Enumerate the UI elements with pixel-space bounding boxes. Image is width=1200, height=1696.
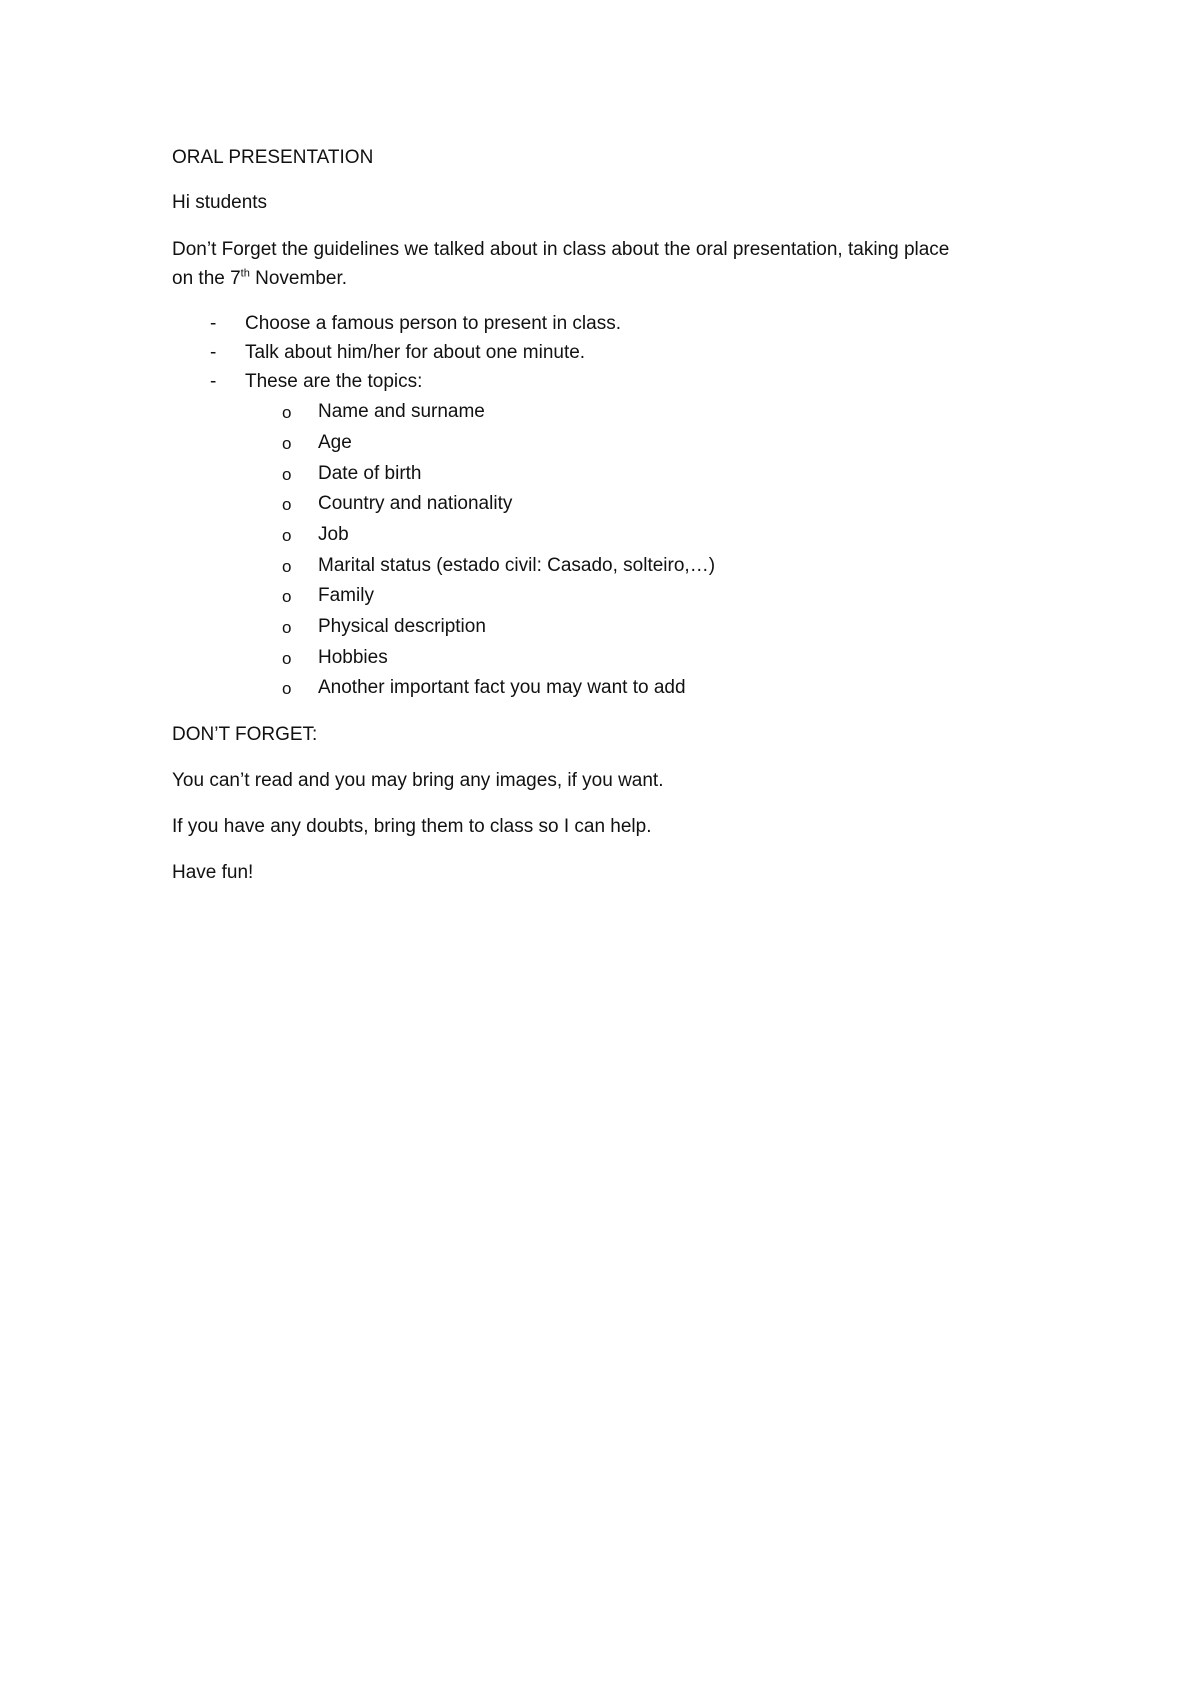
topic-item: Physical description xyxy=(318,616,486,637)
topic-item: Age xyxy=(318,432,352,453)
bullet-item: Choose a famous person to present in class. xyxy=(245,313,621,334)
topic-item: Job xyxy=(318,524,349,545)
topic-item: Hobbies xyxy=(318,647,388,668)
topic-item: Name and surname xyxy=(318,401,485,422)
dash-bullet-marker: - xyxy=(210,371,217,392)
intro-line-1: Don’t Forget the guidelines we talked about in class about the oral presentation, taking place xyxy=(172,239,950,260)
intro-line-2 xyxy=(172,267,347,291)
sub-bullet-marker: o xyxy=(282,495,292,514)
reminder-line-1: You can’t read and you may bring any images, if you want. xyxy=(172,770,664,791)
sub-bullet-marker: o xyxy=(282,649,292,668)
bullet-item: These are the topics: xyxy=(245,371,423,392)
document-title: ORAL PRESENTATION xyxy=(172,147,374,168)
sub-bullet-marker: o xyxy=(282,587,292,606)
sub-bullet-marker: o xyxy=(282,526,292,545)
closing-line: Have fun! xyxy=(172,862,254,883)
dash-bullet-marker: - xyxy=(210,342,217,363)
intro-suffix: November. xyxy=(249,268,348,289)
sub-bullet-marker: o xyxy=(282,434,292,453)
sub-bullet-marker: o xyxy=(282,557,292,576)
sub-bullet-marker: o xyxy=(282,618,292,637)
topic-item: Family xyxy=(318,585,374,606)
bullet-item: Talk about him/her for about one minute. xyxy=(245,342,586,363)
topic-item: Date of birth xyxy=(318,463,422,484)
topic-item: Another important fact you may want to add xyxy=(318,677,686,698)
dash-bullet-marker: - xyxy=(210,313,217,334)
topic-item: Country and nationality xyxy=(318,493,513,514)
sub-bullet-marker: o xyxy=(282,403,292,422)
intro-prefix: on the 7 xyxy=(172,268,241,289)
sub-bullet-marker: o xyxy=(282,465,292,484)
ordinal-suffix: th xyxy=(240,267,250,280)
sub-bullet-marker: o xyxy=(282,679,292,698)
reminder-line-2: If you have any doubts, bring them to class so I can help. xyxy=(172,816,652,837)
greeting: Hi students xyxy=(172,192,268,213)
topic-item: Marital status (estado civil: Casado, solteiro,…) xyxy=(318,555,716,576)
reminder-heading: DON’T FORGET: xyxy=(172,724,318,745)
